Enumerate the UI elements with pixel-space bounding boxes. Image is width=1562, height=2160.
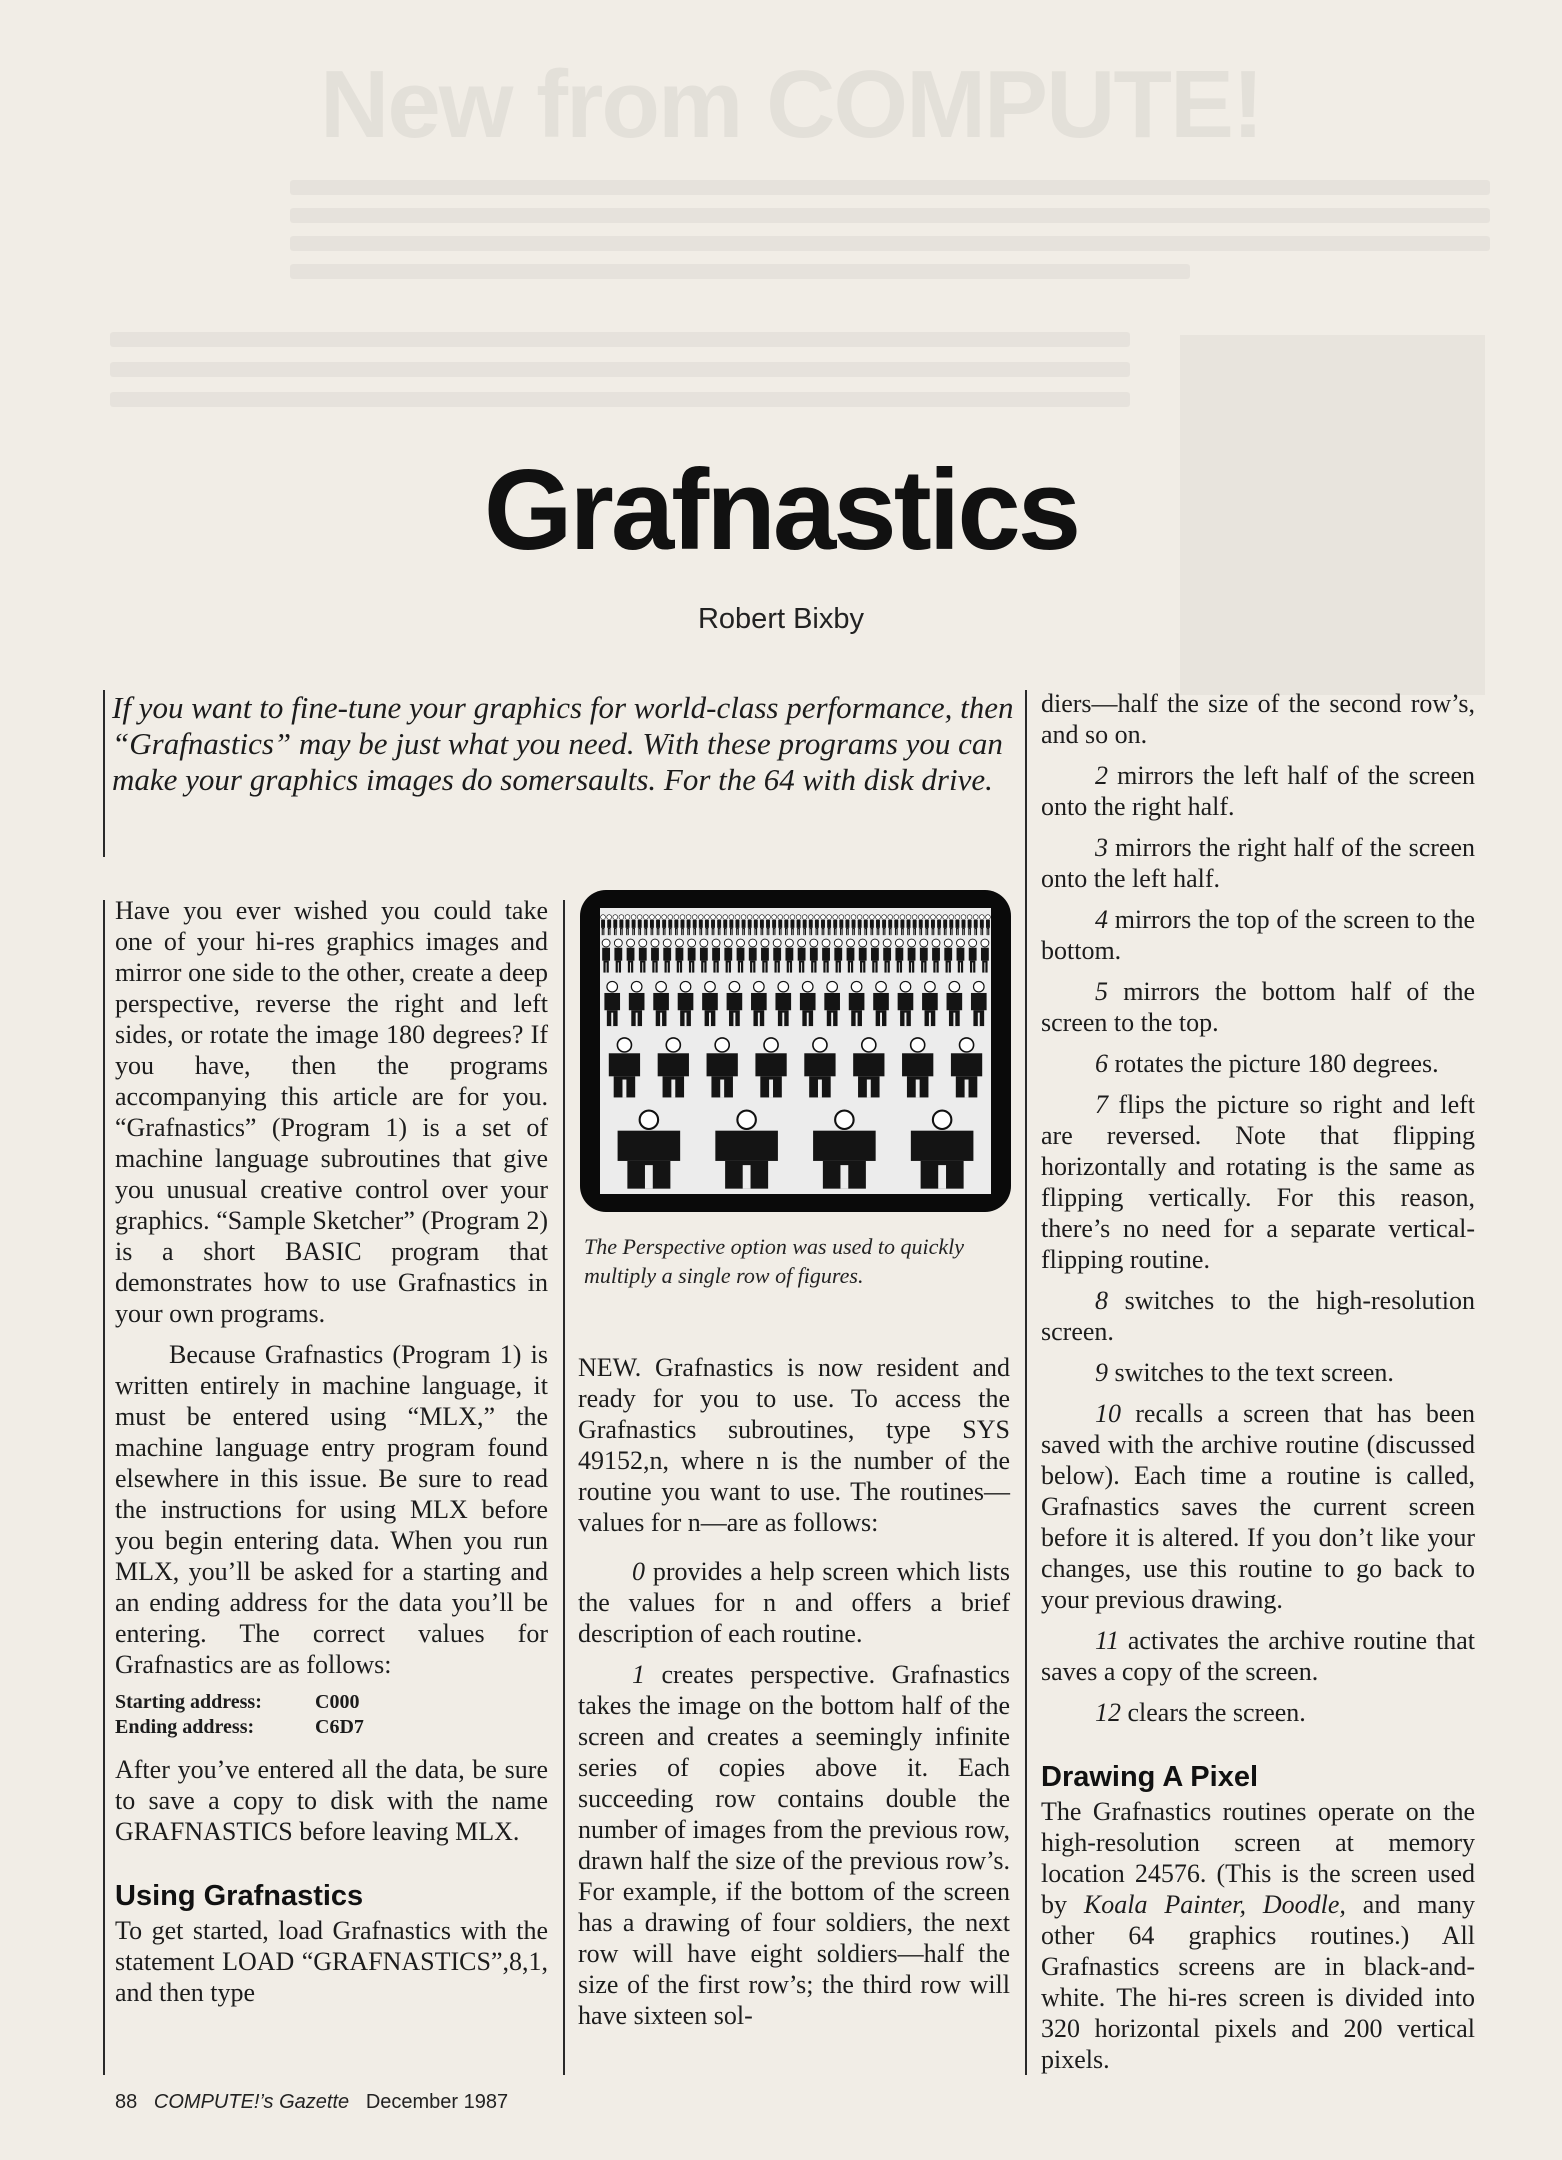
- page-footer: [115, 2091, 508, 2114]
- routine-number: 10: [1095, 1399, 1121, 1428]
- column-3: [1041, 688, 1475, 2075]
- section-heading: Using Grafnastics: [115, 1880, 364, 1912]
- list-item: [1041, 1048, 1475, 1079]
- address-label: Starting address:: [115, 1691, 262, 1713]
- screenshot-figure: [580, 890, 1011, 1212]
- routine-text: recalls a screen that has been saved with the archive routine (discussed below). Each time a routine is called, Grafnastics saves the current screen before it is altered. If you don’t like your changes, use this routine to go back to your previous drawing.: [1041, 1399, 1475, 1614]
- paragraph: [1041, 1796, 1475, 2075]
- perspective-image: [600, 908, 991, 1194]
- routine-text: mirrors the top of the screen to the bottom.: [1041, 905, 1475, 965]
- list-item: [1041, 1697, 1475, 1728]
- list-item: [1041, 1625, 1475, 1687]
- routine-number: 11: [1095, 1626, 1120, 1655]
- list-item: [1041, 1089, 1475, 1275]
- address-row-end: [115, 1715, 548, 1740]
- magazine-name: COMPUTE!’s Gazette: [153, 2091, 350, 2113]
- list-item: [1041, 760, 1475, 822]
- column-rule: [563, 900, 565, 2075]
- routine-number: 9: [1095, 1358, 1108, 1387]
- routine-number: 4: [1095, 905, 1108, 934]
- address-row-start: [115, 1690, 548, 1715]
- issue-date: December 1987: [365, 2091, 509, 2113]
- routine-number: 12: [1095, 1698, 1121, 1727]
- address-value: C000: [315, 1691, 360, 1713]
- routine-number: 7: [1095, 1090, 1108, 1119]
- address-value: C6D7: [315, 1716, 364, 1738]
- article-intro: [112, 690, 1017, 798]
- routine-text: clears the screen.: [1121, 1698, 1306, 1727]
- article-title: Grafnastics: [483, 447, 1079, 574]
- show-through-title: New from COMPUTE!: [320, 51, 1263, 158]
- list-item: [1041, 976, 1475, 1038]
- routine-text: creates perspective. Grafnastics takes the image on the bottom half of the screen and creates a seemingly infinite series of copies above it. Each succeeding row contains double the number of images from the previous row, drawn half the size of the previous row’s. For example, if the bottom of the screen has a drawing of four soldiers, the next row will have eight soldiers—half the size of the first row’s; the third row will have sixteen sol-: [578, 1660, 1010, 2030]
- author-byline: Robert Bixby: [697, 603, 864, 635]
- routine-text: flips the picture so right and left are reversed. Note that flipping horizontally and rotating is the same as flipping vertically. For this reason, there’s no need for a separate vertical-flipping routine.: [1041, 1090, 1475, 1274]
- section-heading: Drawing A Pixel: [1041, 1761, 1259, 1793]
- list-item: [1041, 832, 1475, 894]
- list-item: [1041, 904, 1475, 966]
- address-label: Ending address:: [115, 1716, 255, 1738]
- routine-number: 2: [1095, 761, 1108, 790]
- page-number: 88: [115, 2091, 138, 2113]
- list-item: [1041, 1357, 1475, 1388]
- column-rule: [1025, 690, 1027, 2075]
- routine-text: mirrors the right half of the screen onto the left half.: [1041, 833, 1475, 893]
- text-run: The Grafnastics routines operate on the high-resolution screen at memory location 24576. (This is the screen used by: [1041, 1797, 1475, 1919]
- routine-number: 6: [1095, 1049, 1108, 1078]
- figure-caption: The Perspective option was used to quickly multiply a single row of figures.: [584, 1234, 965, 1288]
- routine-number: 8: [1095, 1286, 1108, 1315]
- paragraph: diers—half the size of the second row’s, and so on.: [1041, 689, 1475, 749]
- text-run: and many other 64 graphics routines.) All Grafnastics screens are in black-and-white. The hi-res screen is divided into 320 horizontal pixels and 200 vertical pixels.: [1041, 1890, 1475, 2074]
- routine-number: 3: [1095, 833, 1108, 862]
- column-rule: [103, 690, 105, 857]
- column-2: [578, 1352, 1010, 2041]
- list-item: [1041, 1398, 1475, 1615]
- routine-number: 1: [632, 1660, 645, 1689]
- routine-text: mirrors the bottom half of the screen to the top.: [1041, 977, 1475, 1037]
- list-item: [1041, 1285, 1475, 1347]
- paragraph: Have you ever wished you could take one of your hi-res graphics images and mirror one side to the other, create a deep perspective, reverse the right and left sides, or rotate the image 180 degrees? If you have, then the programs accompanying this article are for you. “Grafnastics” (Program 1) is a set of machine language subroutines that give you unusual creative control over your graphics. “Sample Sketcher” (Program 2) is a short BASIC program that demonstrates how to use Grafnastics in your own programs.: [115, 896, 548, 1328]
- paragraph: To get started, load Grafnastics with the statement LOAD “GRAFNASTICS”,8,1, and then type: [115, 1916, 548, 2007]
- paragraph: Because Grafnastics (Program 1) is written entirely in machine language, it must be entered using “MLX,” the machine language entry program found elsewhere in this issue. Be sure to read the instructions for using MLX before you begin entering data. When you run MLX, you’ll be asked for a starting and an ending address for the data you’ll be entering. The correct values for Grafnastics are as follows:: [115, 1340, 548, 1679]
- list-item: [578, 1556, 1010, 1649]
- paragraph: After you’ve entered all the data, be sure to save a copy to disk with the name GRAFNASTICS before leaving MLX.: [115, 1755, 548, 1846]
- routine-text: activates the archive routine that saves a copy of the screen.: [1041, 1626, 1475, 1686]
- intro-text: If you want to fine-tune your graphics for world-class performance, then “Grafnastics” may be just what you need. With these programs you can make your graphics images do somersaults. For the 64 with disk drive.: [112, 690, 1014, 797]
- column-1: [115, 895, 548, 2008]
- routine-text: mirrors the left half of the screen onto the right half.: [1041, 761, 1475, 821]
- list-item: [578, 1659, 1010, 2031]
- routine-number: 5: [1095, 977, 1108, 1006]
- address-table: [115, 1690, 548, 1740]
- routine-number: 0: [632, 1557, 645, 1586]
- routine-text: switches to the high-resolution screen.: [1041, 1286, 1475, 1346]
- routine-text: switches to the text screen.: [1108, 1358, 1394, 1387]
- routine-text: rotates the picture 180 degrees.: [1108, 1049, 1439, 1078]
- software-names: Koala Painter, Doodle,: [1083, 1890, 1346, 1919]
- paragraph: NEW. Grafnastics is now resident and ready for you to use. To access the Grafnastics subroutines, type SYS 49152,n, where n is the number of the routine you want to use. The routines—values for n—are as follows:: [578, 1353, 1010, 1537]
- column-rule: [103, 900, 105, 2075]
- routine-text: provides a help screen which lists the values for n and offers a brief description of each routine.: [578, 1557, 1010, 1648]
